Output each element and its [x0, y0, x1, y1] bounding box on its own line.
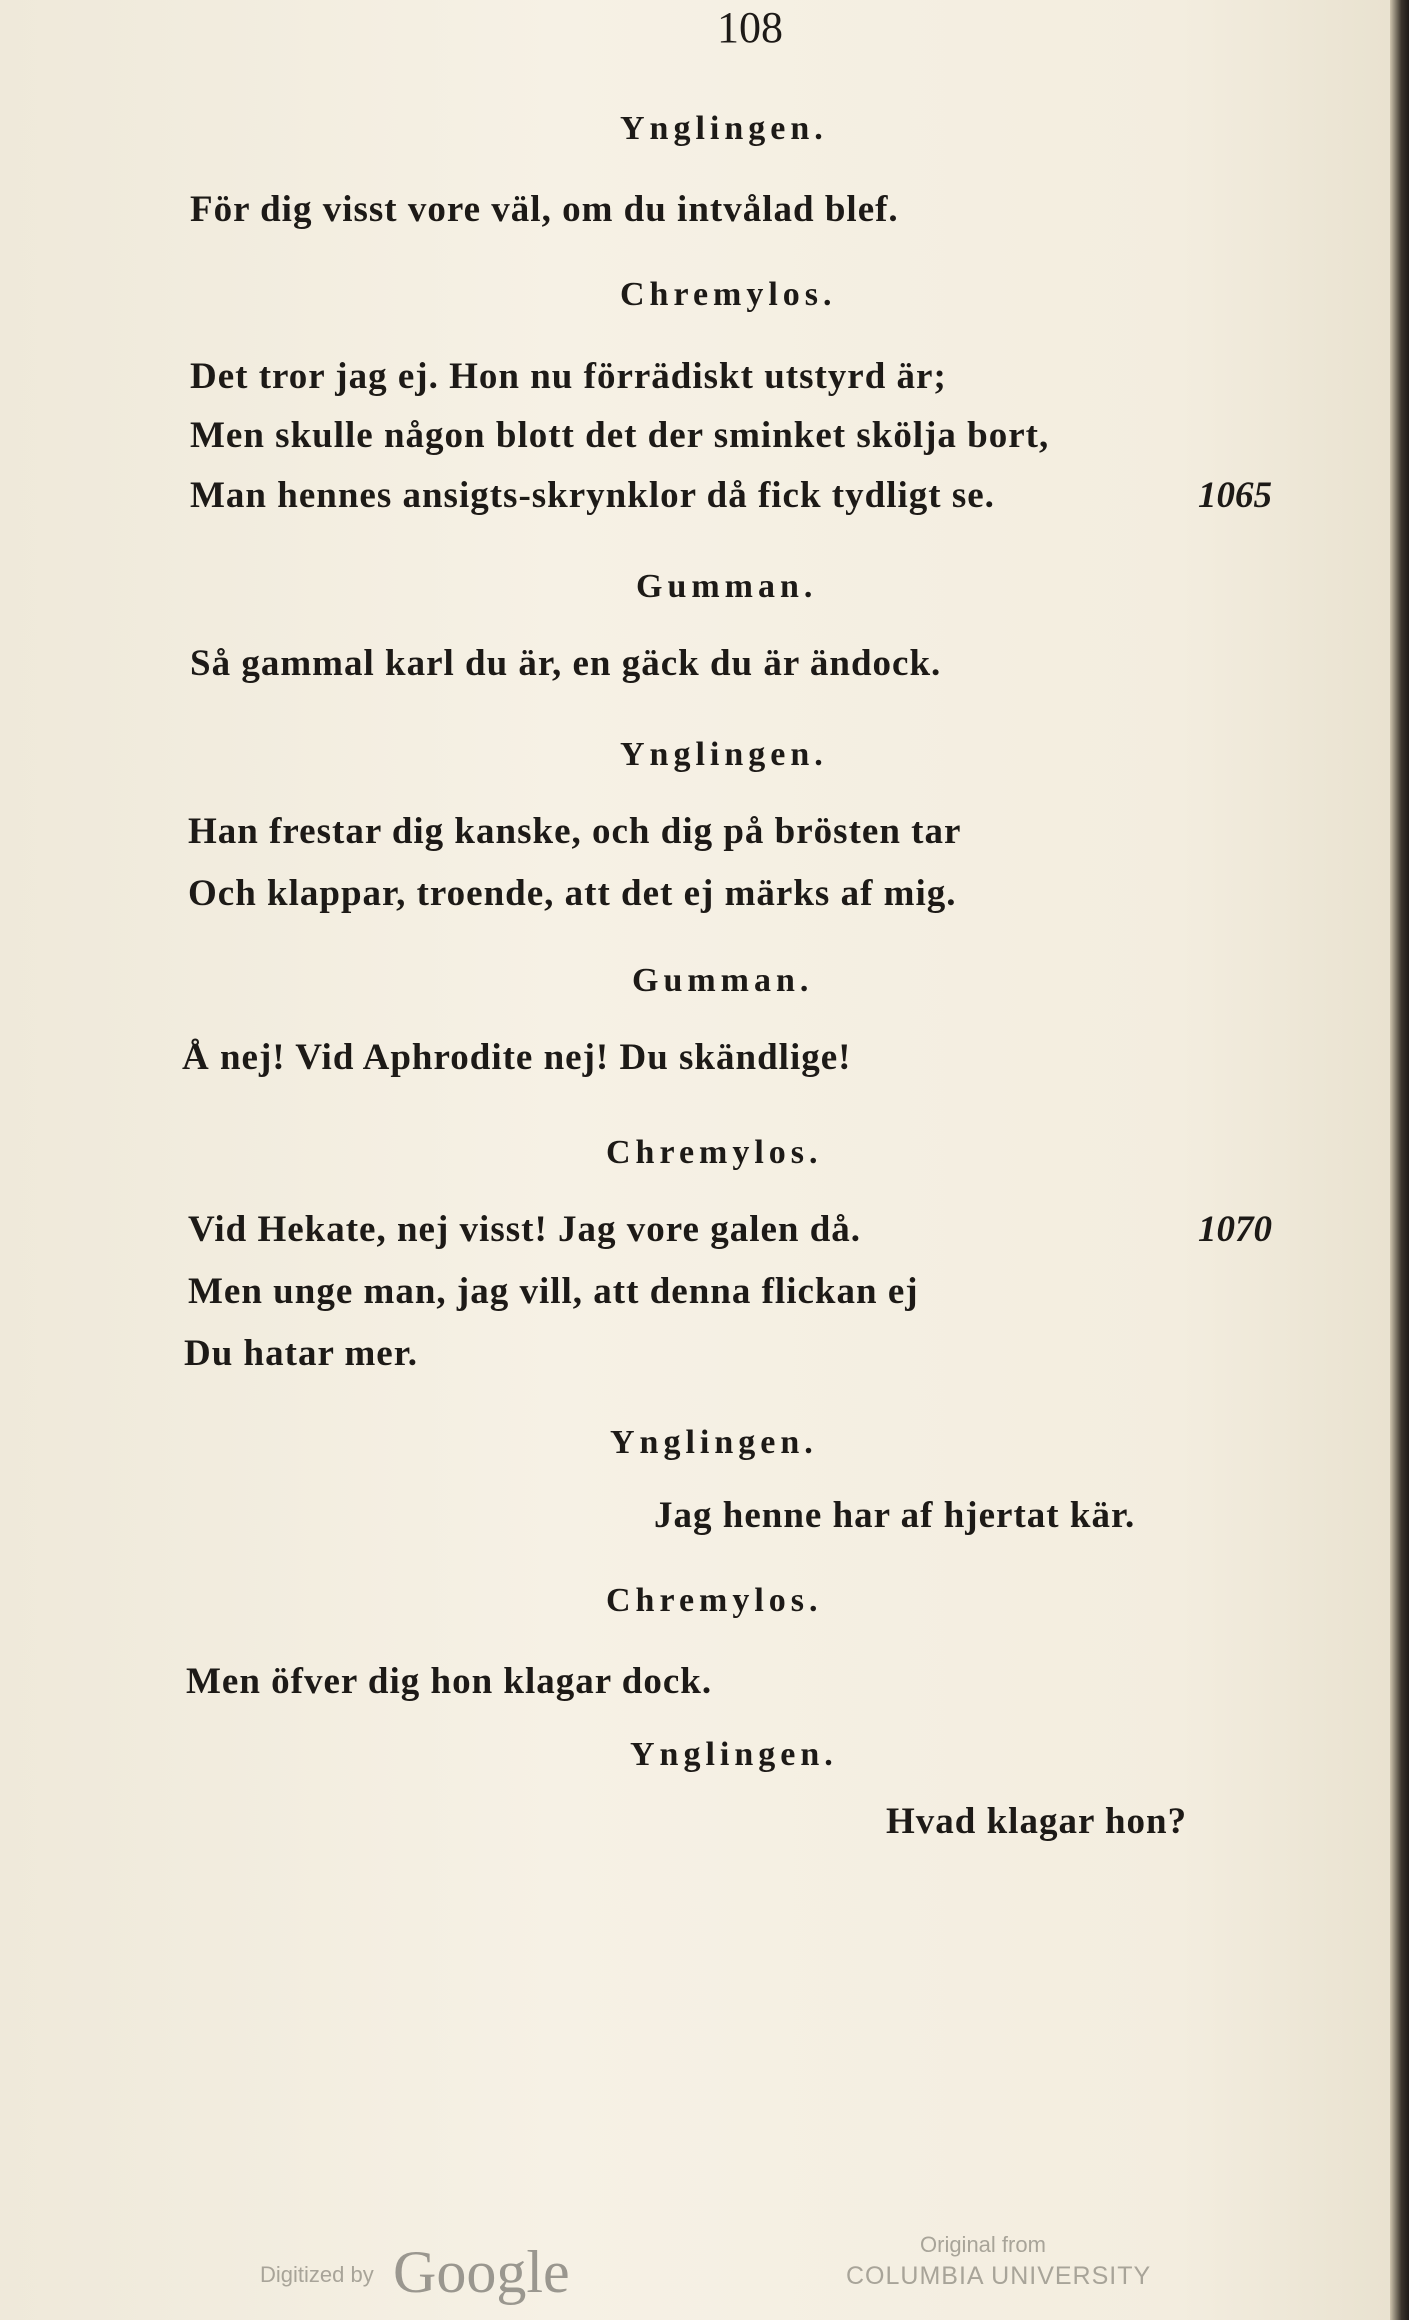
line-number: 1070 — [1198, 1209, 1272, 1250]
digitized-by-label: Digitized by — [260, 2262, 374, 2287]
verse-line: För dig visst vore väl, om du intvålad blef. — [190, 189, 899, 230]
verse-line: Han frestar dig kanske, och dig på brösten tar — [188, 811, 962, 852]
verse-line: Man hennes ansigts-skrynklor då fick tydligt se. — [190, 475, 995, 516]
verse-line: Du hatar mer. — [184, 1333, 418, 1374]
page-edge — [1390, 0, 1409, 2320]
google-logo: Google — [393, 2239, 570, 2305]
verse-line: Hvad klagar hon? — [886, 1801, 1188, 1842]
verse-line: Men unge man, jag vill, att denna flickan ej — [188, 1271, 919, 1312]
speaker-name: Chremylos. — [620, 276, 837, 313]
speaker-name: Chremylos. — [606, 1134, 823, 1171]
verse-line: Så gammal karl du är, en gäck du är ändock. — [190, 643, 942, 684]
digitization-footer — [0, 2220, 1390, 2320]
line-number: 1065 — [1198, 475, 1272, 516]
library-name: COLUMBIA UNIVERSITY — [846, 2262, 1152, 2290]
verse-line: Vid Hekate, nej visst! Jag vore galen då. — [188, 1209, 862, 1250]
speaker-name: Chremylos. — [606, 1582, 823, 1619]
verse-line: Men öfver dig hon klagar dock. — [186, 1661, 713, 1702]
verse-line: Och klappar, troende, att det ej märks af mig. — [188, 873, 957, 914]
speaker-name: Ynglingen. — [620, 110, 828, 147]
speaker-name: Ynglingen. — [630, 1736, 838, 1773]
verse-line: Men skulle någon blott det der sminket skölja bort, — [190, 415, 1050, 456]
speaker-name: Gumman. — [636, 568, 818, 605]
verse-line: Jag henne har af hjertat kär. — [654, 1495, 1136, 1536]
original-from-label: Original from — [920, 2232, 1046, 2257]
speaker-name: Gumman. — [632, 962, 814, 999]
speaker-name: Ynglingen. — [620, 736, 828, 773]
verse-line: Det tror jag ej. Hon nu förrädiskt utstyrd är; — [190, 356, 947, 397]
page-number: 108 — [717, 3, 783, 52]
verse-line: Å nej! Vid Aphrodite nej! Du skändlige! — [182, 1037, 852, 1078]
speaker-name: Ynglingen. — [610, 1424, 818, 1461]
